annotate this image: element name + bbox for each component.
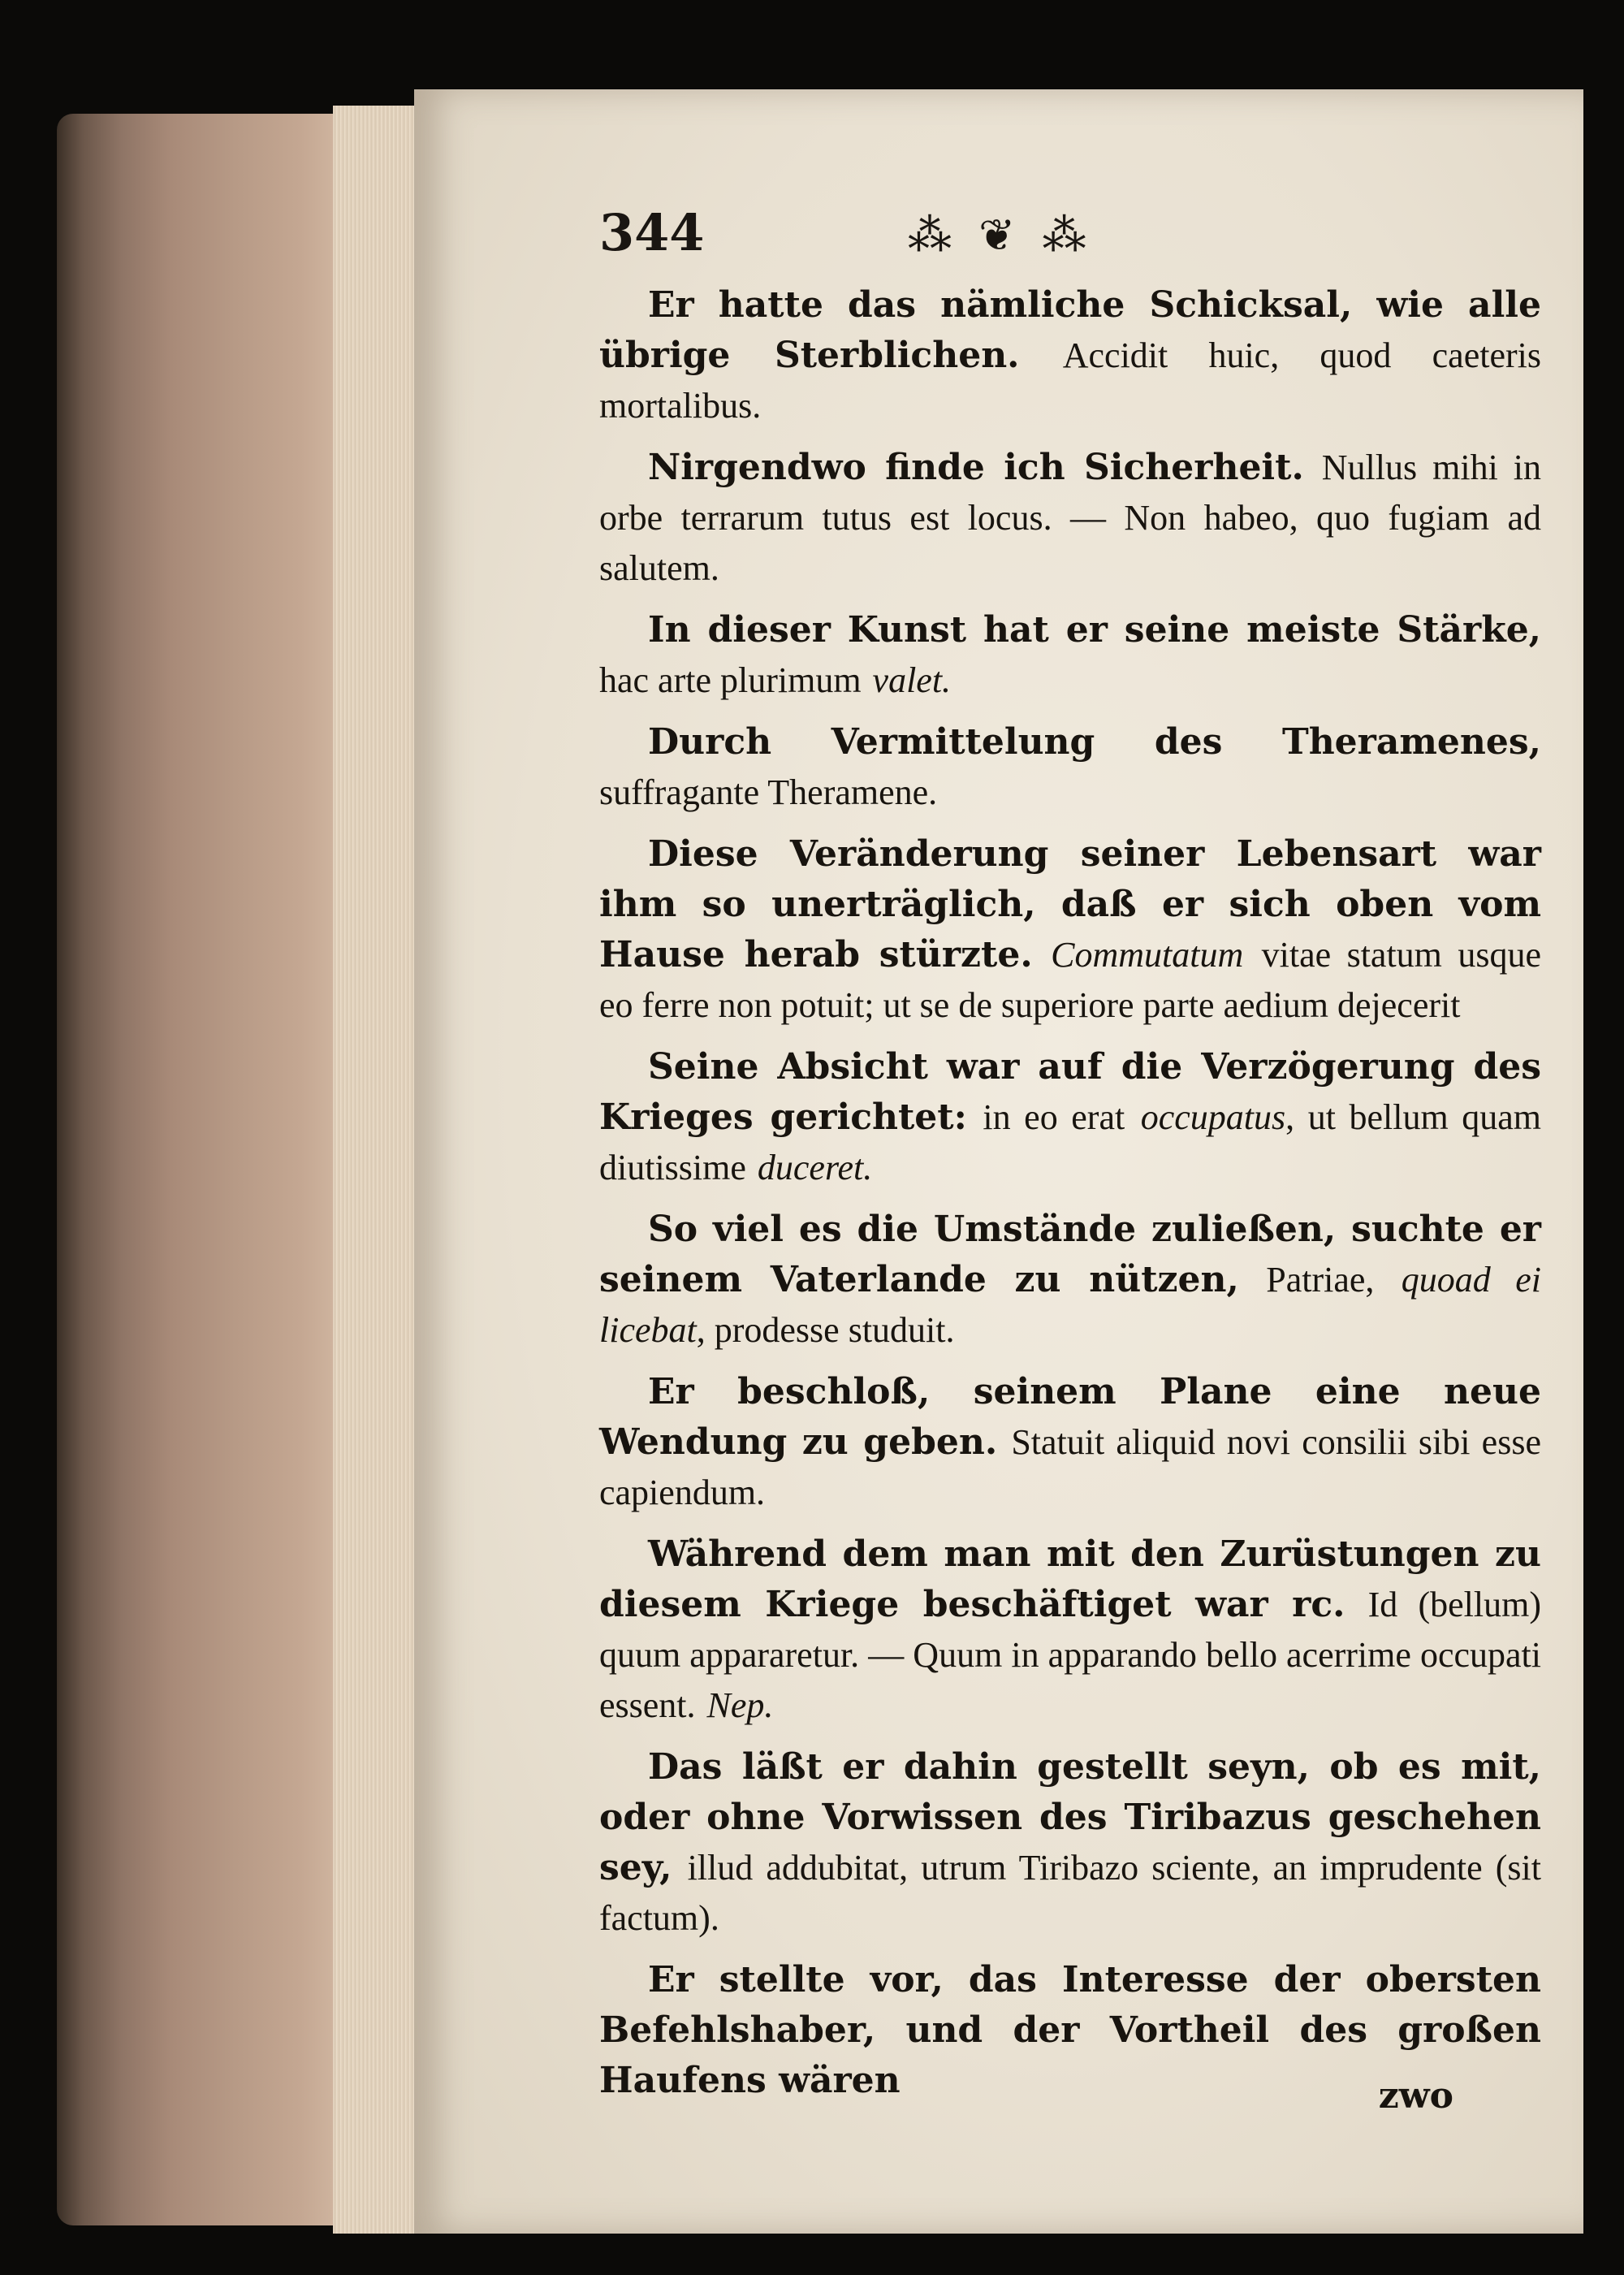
latin-italic-text: quoad ei licebat bbox=[599, 1260, 1541, 1350]
paragraph bbox=[599, 829, 1541, 1031]
german-text: Das läßt er dahin gestellt seyn, ob es mit, oder ohne Vorwissen des Tiribazus geschehen sey, bbox=[599, 1746, 1541, 1888]
latin-italic-text: occupatus bbox=[1140, 1097, 1286, 1137]
book-page bbox=[414, 89, 1583, 2234]
page-number: 344 bbox=[599, 203, 705, 262]
page-text bbox=[599, 280, 1541, 2117]
paragraph bbox=[599, 605, 1541, 706]
german-text: Nirgendwo finde ich Sicherheit. bbox=[648, 447, 1304, 488]
page-edges bbox=[333, 106, 422, 2234]
catchword: zwo bbox=[1378, 2075, 1453, 2117]
paragraph bbox=[599, 280, 1541, 431]
latin-text: Statuit aliquid novi consilii sibi esse capiendum. bbox=[599, 1422, 1541, 1512]
latin-italic-text: Nep. bbox=[706, 1685, 774, 1725]
paragraph bbox=[599, 1529, 1541, 1731]
latin-italic-text: duceret. bbox=[757, 1148, 873, 1187]
german-text: In dieser Kunst hat er seine meiste Stärke, bbox=[648, 609, 1541, 651]
german-text: Er stellte vor, das Interesse der obersten Befehlshaber, und der Vortheil des großen Haufens wären bbox=[599, 1959, 1541, 2101]
german-text: Seine Absicht war auf die Verzögerung des Krieges gerichtet: bbox=[599, 1046, 1541, 1138]
header-ornament: ⁂ ❦ ⁂ bbox=[908, 210, 1093, 261]
latin-text: illud addubitat, utrum Tiribazo sciente, an imprudente (sit factum). bbox=[599, 1848, 1541, 1938]
latin-text: Accidit huic, quod caeteris mortalibus. bbox=[599, 335, 1541, 426]
latin-italic-text: Commutatum bbox=[1051, 935, 1244, 975]
latin-text: , prodesse studuit. bbox=[696, 1310, 955, 1350]
latin-text: Nullus mihi in orbe terrarum tutus est locus. — Non habeo, quo fugiam ad salutem. bbox=[599, 448, 1541, 588]
paragraph bbox=[599, 1042, 1541, 1193]
latin-text: Patriae, bbox=[1266, 1260, 1375, 1300]
page-header bbox=[599, 203, 1574, 268]
latin-text: suffragante Theramene. bbox=[599, 772, 938, 812]
german-text: Er hatte das nämliche Schicksal, wie alle übrige Sterblichen. bbox=[599, 284, 1541, 376]
latin-text: hac arte plurimum bbox=[599, 660, 862, 700]
latin-text: , ut bellum quam diutissime bbox=[599, 1097, 1541, 1187]
german-text: Während dem man mit den Zurüstungen zu diesem Kriege beschäftiget war rc. bbox=[599, 1533, 1541, 1625]
latin-italic-text: valet. bbox=[872, 660, 952, 700]
paragraph bbox=[599, 1742, 1541, 1944]
paragraph bbox=[599, 717, 1541, 818]
book bbox=[57, 89, 1600, 2250]
paragraph bbox=[599, 443, 1541, 594]
german-text: Diese Veränderung seiner Lebensart war ihm so unerträglich, daß er sich oben vom Hause herab stürzte. bbox=[599, 833, 1541, 975]
paragraph bbox=[599, 1367, 1541, 1518]
latin-text: vitae statum usque eo ferre non potuit; ut se de superiore parte aedium dejecerit bbox=[599, 935, 1541, 1025]
german-text: So viel es die Umstände zuließen, suchte er seinem Vaterlande zu nützen, bbox=[599, 1209, 1541, 1300]
latin-text: in eo erat bbox=[983, 1097, 1125, 1137]
paragraph bbox=[599, 1205, 1541, 1356]
latin-text: Id (bellum) quum appararetur. — Quum in apparando bello acerrime occupati essent. bbox=[599, 1585, 1541, 1725]
german-text: Durch Vermittelung des Theramenes, bbox=[648, 721, 1541, 763]
german-text: Er beschloß, seinem Plane eine neue Wendung zu geben. bbox=[599, 1371, 1541, 1463]
